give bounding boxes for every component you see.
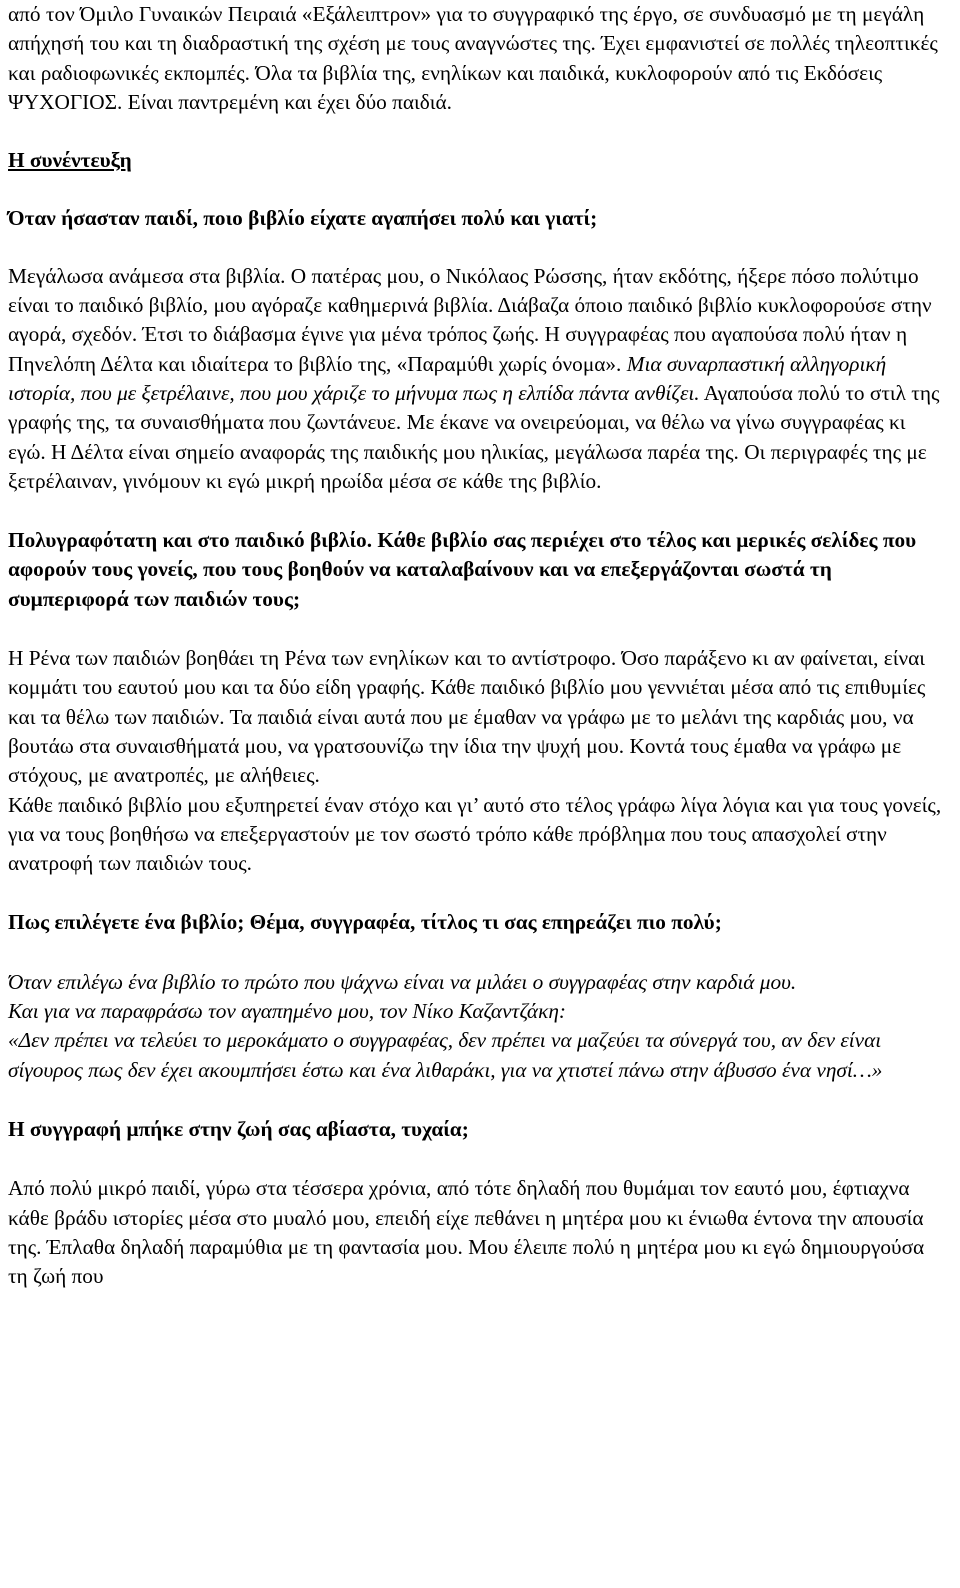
answer-1-part-b: Αγαπούσα πολύ το στιλ της γραφής της, τα συναισθήματα που ζωντάνευε. Με έκανε να ονειρεύομαι, να θέλω να γίνω συγγραφέας κι εγώ. Η Δέλτα είναι σημείο αναφοράς της παιδικής μου ηλικίας, μεγάλωσα παρέα της. Οι περιγραφές της με ξετρέλαιναν, γινόμουν κι εγώ μικρή ηρωίδα μέσα σε κάθε της βιβλίο. xyxy=(8,380,940,493)
question-2: Πολυγραφότατη και στο παιδικό βιβλίο. Κάθε βιβλίο σας περιέχει στο τέλος και μερικές σελίδες που αφορούν τους γονείς, που τους βοηθούν να καταλαβαίνουν και να επεξεργάζονται σωστά τη συμπεριφορά των παιδιών τους; xyxy=(8,528,917,611)
section-heading-interview: Η συνέντευξη xyxy=(8,148,132,173)
intro-paragraph: από τον Όμιλο Γυναικών Πειραιά «Εξάλειπτρον» για το συγγραφικό της έργο, σε συνδυασμό με τη μεγάλη απήχησή του και τη διαδραστική της σχέση με τους αναγνώστες της. Έχει εμφανιστεί σε πολλές τηλεοπτικές και ραδιοφωνικές εκπομπές. Όλα τα βιβλία της, ενηλίκων και παιδικά, κυκλοφορούν από τις Εκδόσεις ΨΥΧΟΓΙΟΣ. Είναι παντρεμένη και έχει δύο παιδιά. xyxy=(8,2,938,114)
question-3: Πως επιλέγετε ένα βιβλίο; Θέμα, συγγραφέα, τίτλος τι σας επηρεάζει πιο πολύ; xyxy=(8,910,722,935)
answer-1-part-a: Μεγάλωσα ανάμεσα στα βιβλία. Ο πατέρας μου, ο Νικόλαος Ρώσσης, ήταν εκδότης, ήξερε πόσο πολύτιμο είναι το παιδικό βιβλίο, μου αγόραζε καθημερινά βιβλία. Διάβαζα όποιο παιδικό βιβλίο κυκλοφορούσε στην αγορά, σχεδόν. Έτσι το διάβασμα έγινε για μένα τρόπος ζωής. Η συγγραφέας που αγαπούσα πολύ ήταν η Πηνελόπη Δέλτα και ιδιαίτερα το βιβλίο της, «Παραμύθι χωρίς όνομα». xyxy=(8,263,932,376)
answer-3-paragraph-2: Και για να παραφράσω τον αγαπημένο μου, τον Νίκο Καζαντζάκη: xyxy=(8,999,566,1024)
answer-1-italic: Μια συναρπαστική αλληγορική ιστορία, που με ξετρέλαινε, που μου χάριζε το μήνυμα πως η ελπίδα πάντα ανθίζει. xyxy=(8,351,887,405)
answer-1 xyxy=(8,262,946,496)
answer-4: Από πολύ μικρό παιδί, γύρω στα τέσσερα χρόνια, από τότε δηλαδή που θυμάμαι τον εαυτό μου, έφτιαχνα κάθε βράδυ ιστορίες μέσα στο μυαλό μου, επειδή είχε πεθάνει η μητέρα μου κι ένιωθα έντονα την απουσία της. Έπλαθα δηλαδή παραμύθια με τη φαντασία μου. Μου έλειπε πολύ η μητέρα μου κι εγώ δημιουργούσα τη ζωή που xyxy=(8,1176,925,1289)
answer-2-paragraph-1: Η Ρένα των παιδιών βοηθάει τη Ρένα των ενηλίκων και το αντίστροφο. Όσο παράξενο κι αν φαίνεται, είναι κομμάτι του εαυτού μου και τα δύο είδη γραφής. Κάθε παιδικό βιβλίο μου γεννιέται μέσα από τις επιθυμίες και τα θέλω των παιδιών. Τα παιδιά είναι αυτά που με έμαθαν να γράφω με το μελάνι της καρδιάς μου, να βουτάω στα συναισθήματά μου, να γρατσουνίζω την ίδια την ψυχή μου. Κοντά τους έμαθα να γράφω με στόχους, με ανατροπές, με αλήθειες. xyxy=(8,646,926,788)
question-4: Η συγγραφή μπήκε στην ζωή σας αβίαστα, τυχαία; xyxy=(8,1116,469,1141)
answer-3-paragraph-1: Όταν επιλέγω ένα βιβλίο το πρώτο που ψάχνω είναι να μιλάει ο συγγραφέας στην καρδιά μου. xyxy=(8,969,797,994)
question-1: Όταν ήσασταν παιδί, ποιο βιβλίο είχατε αγαπήσει πολύ και γιατί; xyxy=(8,206,598,231)
answer-3-quote: «Δεν πρέπει να τελεύει το μεροκάματο ο συγγραφέας, δεν πρέπει να μαζεύει τα σύνεργά του, αν δεν είναι σίγουρος πως δεν έχει ακουμπήσει έστω και ένα λιθαράκι, για να χτιστεί πάνω στην άβυσσο ένα νησί…» xyxy=(8,1028,883,1082)
answer-2-paragraph-2: Κάθε παιδικό βιβλίο μου εξυπηρετεί έναν στόχο και γι’ αυτό στο τέλος γράφω λίγα λόγια και για τους γονείς, για να τους βοηθήσω να επεξεργαστούν με τον σωστό τρόπο κάθε πρόβλημα που τους απασχολεί στην ανατροφή των παιδιών τους. xyxy=(8,792,942,876)
